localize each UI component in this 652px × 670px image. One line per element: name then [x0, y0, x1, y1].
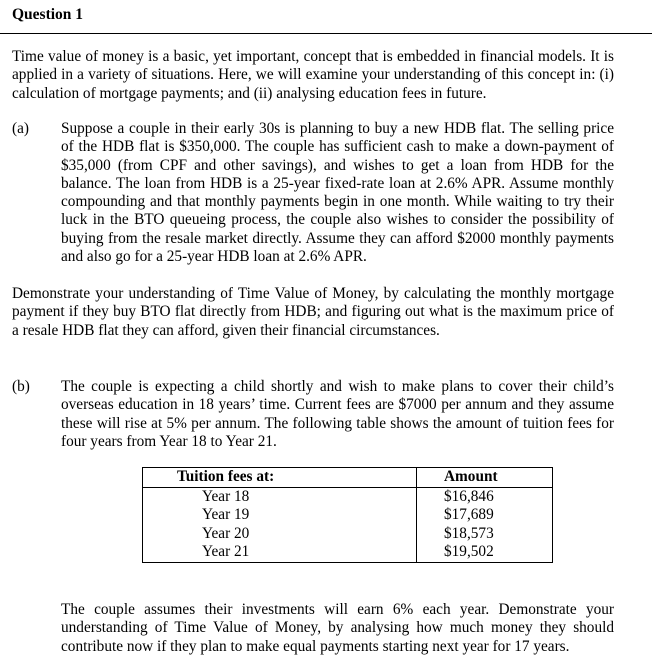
table-row	[143, 525, 553, 544]
row-amount: $19,502	[417, 543, 553, 562]
row-year: Year 18	[143, 487, 417, 506]
header-amount: Amount	[417, 468, 553, 488]
table-row	[143, 487, 553, 506]
row-amount: $16,846	[417, 487, 553, 506]
row-year: Year 21	[143, 543, 417, 562]
tuition-fees-table	[142, 467, 553, 563]
intro-paragraph: Time value of money is a basic, yet important, concept that is embedded in financial models. It is applied in a variety of situations. Here, we will examine your understanding of this concept in: (i) calculation of mortgage payments; and (ii) analysing education fees in future.	[12, 48, 614, 102]
part-a-label: (a)	[12, 120, 29, 137]
row-year: Year 19	[143, 506, 417, 525]
question-heading: Question 1	[12, 6, 84, 23]
closing-paragraph: The couple assumes their investments will earn 6% each year. Demonstrate your understanding of Time Value of Money, by analysing how much money they should contribute now if they plan to make equal payments starting next year for 17 years.	[61, 601, 614, 655]
part-b-label: (b)	[12, 378, 30, 395]
table-row	[143, 506, 553, 525]
header-tuition-fees: Tuition fees at:	[143, 468, 417, 488]
table-row	[143, 543, 553, 562]
row-amount: $17,689	[417, 506, 553, 525]
part-a-paragraph: Suppose a couple in their early 30s is planning to buy a new HDB flat. The selling price of the HDB flat is $350,000. The couple has sufficient cash to make a down-payment of $35,000 (from CPF and other savings), and wishes to get a loan from HDB for the balance. The loan from HDB is a 25-year fixed-rate loan at 2.6% APR. Assume monthly compounding and that monthly payments begin in one month. While waiting to try their luck in the BTO queueing process, the couple also wishes to consider the possibility of buying from the resale market directly. Assume they can afford $2000 monthly payments and also go for a 25-year HDB loan at 2.6% APR.	[61, 120, 614, 266]
demonstrate-paragraph: Demonstrate your understanding of Time Value of Money, by calculating the monthly mortgage payment if they buy BTO flat directly from HDB; and figuring out what is the maximum price of a resale HDB flat they can afford, given their financial circumstances.	[12, 285, 614, 339]
part-b-paragraph: The couple is expecting a child shortly and wish to make plans to cover their child’s overseas education in 18 years’ time. Current fees are $7000 per annum and they assume these will rise at 5% per annum. The following table shows the amount of tuition fees for four years from Year 18 to Year 21.	[61, 378, 614, 450]
table-header-row	[143, 468, 553, 488]
heading-divider	[0, 33, 652, 34]
row-year: Year 20	[143, 525, 417, 544]
row-amount: $18,573	[417, 525, 553, 544]
